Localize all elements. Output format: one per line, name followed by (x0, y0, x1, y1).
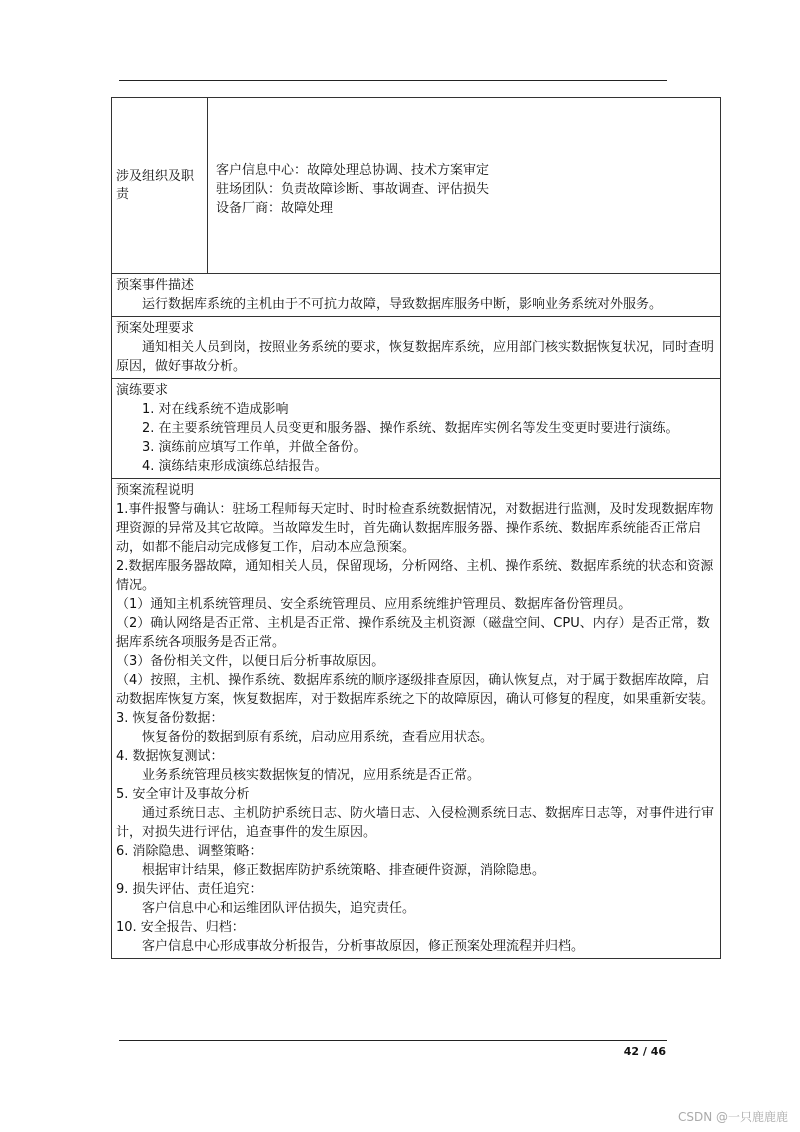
flow-step: 9. 损失评估、责任追究： (116, 882, 263, 897)
section-title: 预案事件描述 (116, 278, 195, 293)
flow-step: 2.数据库服务器故障，通知相关人员，保留现场，分析网络、主机、操作系统、数据库系统的状态和资源情况。 (116, 559, 714, 593)
flow-step-text: 业务系统管理员核实数据恢复的情况，应用系统是否正常。 (142, 768, 481, 783)
flow-substep: （2）确认网络是否正常、主机是否正常、操作系统及主机资源（磁盘空间、CPU、内存）是否正常，数据库系统各项服务是否正常。 (116, 616, 710, 650)
section-text: 通知相关人员到岗，按照业务系统的要求，恢复数据库系统，应用部门核实数据恢复状况，同时查明原因，做好事故分析。 (116, 340, 715, 374)
list-item: 2. 在主要系统管理员人员变更和服务器、操作系统、数据库实例名等发生变更时要进行演练。 (142, 421, 679, 436)
flow-substep: （1）通知主机系统管理员、安全系统管理员、应用系统维护管理员、数据库备份管理员。 (116, 597, 632, 612)
flow-step-text: 通过系统日志、主机防护系统日志、防火墙日志、入侵检测系统日志、数据库日志等，对事件进行审计，对损失进行评估，追查事件的发生原因。 (116, 806, 715, 840)
flow-step: 5. 安全审计及事故分析 (116, 787, 250, 802)
flow-step-text: 恢复备份的数据到原有系统，启动应用系统，查看应用状态。 (142, 730, 494, 745)
plan-table (111, 97, 721, 959)
flow-substep: （3）备份相关文件，以便日后分析事故原因。 (116, 654, 385, 669)
flow-step: 3. 恢复备份数据： (116, 711, 224, 726)
flow-step-text: 客户信息中心形成事故分析报告，分析事故原因，修正预案处理流程并归档。 (142, 939, 585, 954)
flow-substep: （4）按照，主机、操作系统、数据库系统的顺序逐级排查原因，确认恢复点，对于属于数据库故障，启动数据库恢复方案，恢复数据库，对于数据库系统之下的故障原因，确认可修复的程度，如果重新安装。 (116, 673, 715, 707)
org-label: 涉及组织及职责 (112, 98, 208, 273)
flow-step: 6. 消除隐患、调整策略： (116, 844, 263, 859)
org-row (112, 98, 720, 274)
section-title: 演练要求 (116, 383, 169, 398)
list-item: 4. 演练结束形成演练总结报告。 (142, 459, 328, 474)
flow-step-text: 根据审计结果，修正数据库防护系统策略、排查硬件资源，消除隐患。 (142, 863, 546, 878)
list-item: 3. 演练前应填写工作单，并做全备份。 (142, 440, 367, 455)
flow-step: 1.事件报警与确认：驻场工程师每天定时、时时检查系统数据情况，对数据进行监测，及时发现数据库物理资源的异常及其它故障。当故障发生时，首先确认数据库服务器、操作系统、数据库系统能否正常启动，如都不能启动完成修复工作，启动本应急预案。 (116, 502, 714, 555)
flow-step-text: 客户信息中心和运维团队评估损失，追究责任。 (142, 901, 416, 916)
section-title: 预案处理要求 (116, 321, 195, 336)
section-title: 预案流程说明 (116, 483, 195, 498)
section-text: 运行数据库系统的主机由于不可抗力故障，导致数据库服务中断，影响业务系统对外服务。 (142, 297, 663, 312)
flow-section (112, 479, 720, 958)
handling-section (112, 317, 720, 379)
duties-cell (208, 98, 720, 273)
footer-rule (119, 1040, 667, 1041)
duty-line: 客户信息中心：故障处理总协调、技术方案审定 (216, 163, 490, 178)
duty-line: 驻场团队：负责故障诊断、事故调查、评估损失 (216, 182, 490, 197)
event-desc-section (112, 274, 720, 317)
duty-line: 设备厂商：故障处理 (216, 201, 334, 216)
drill-section (112, 379, 720, 479)
page-number: 42 / 46 (623, 1045, 666, 1058)
header-rule (119, 80, 667, 81)
flow-step: 10. 安全报告、归档： (116, 920, 245, 935)
watermark: CSDN @一只鹿鹿鹿 (677, 1110, 788, 1124)
flow-step: 4. 数据恢复测试： (116, 749, 224, 764)
list-item: 1. 对在线系统不造成影响 (142, 402, 289, 417)
